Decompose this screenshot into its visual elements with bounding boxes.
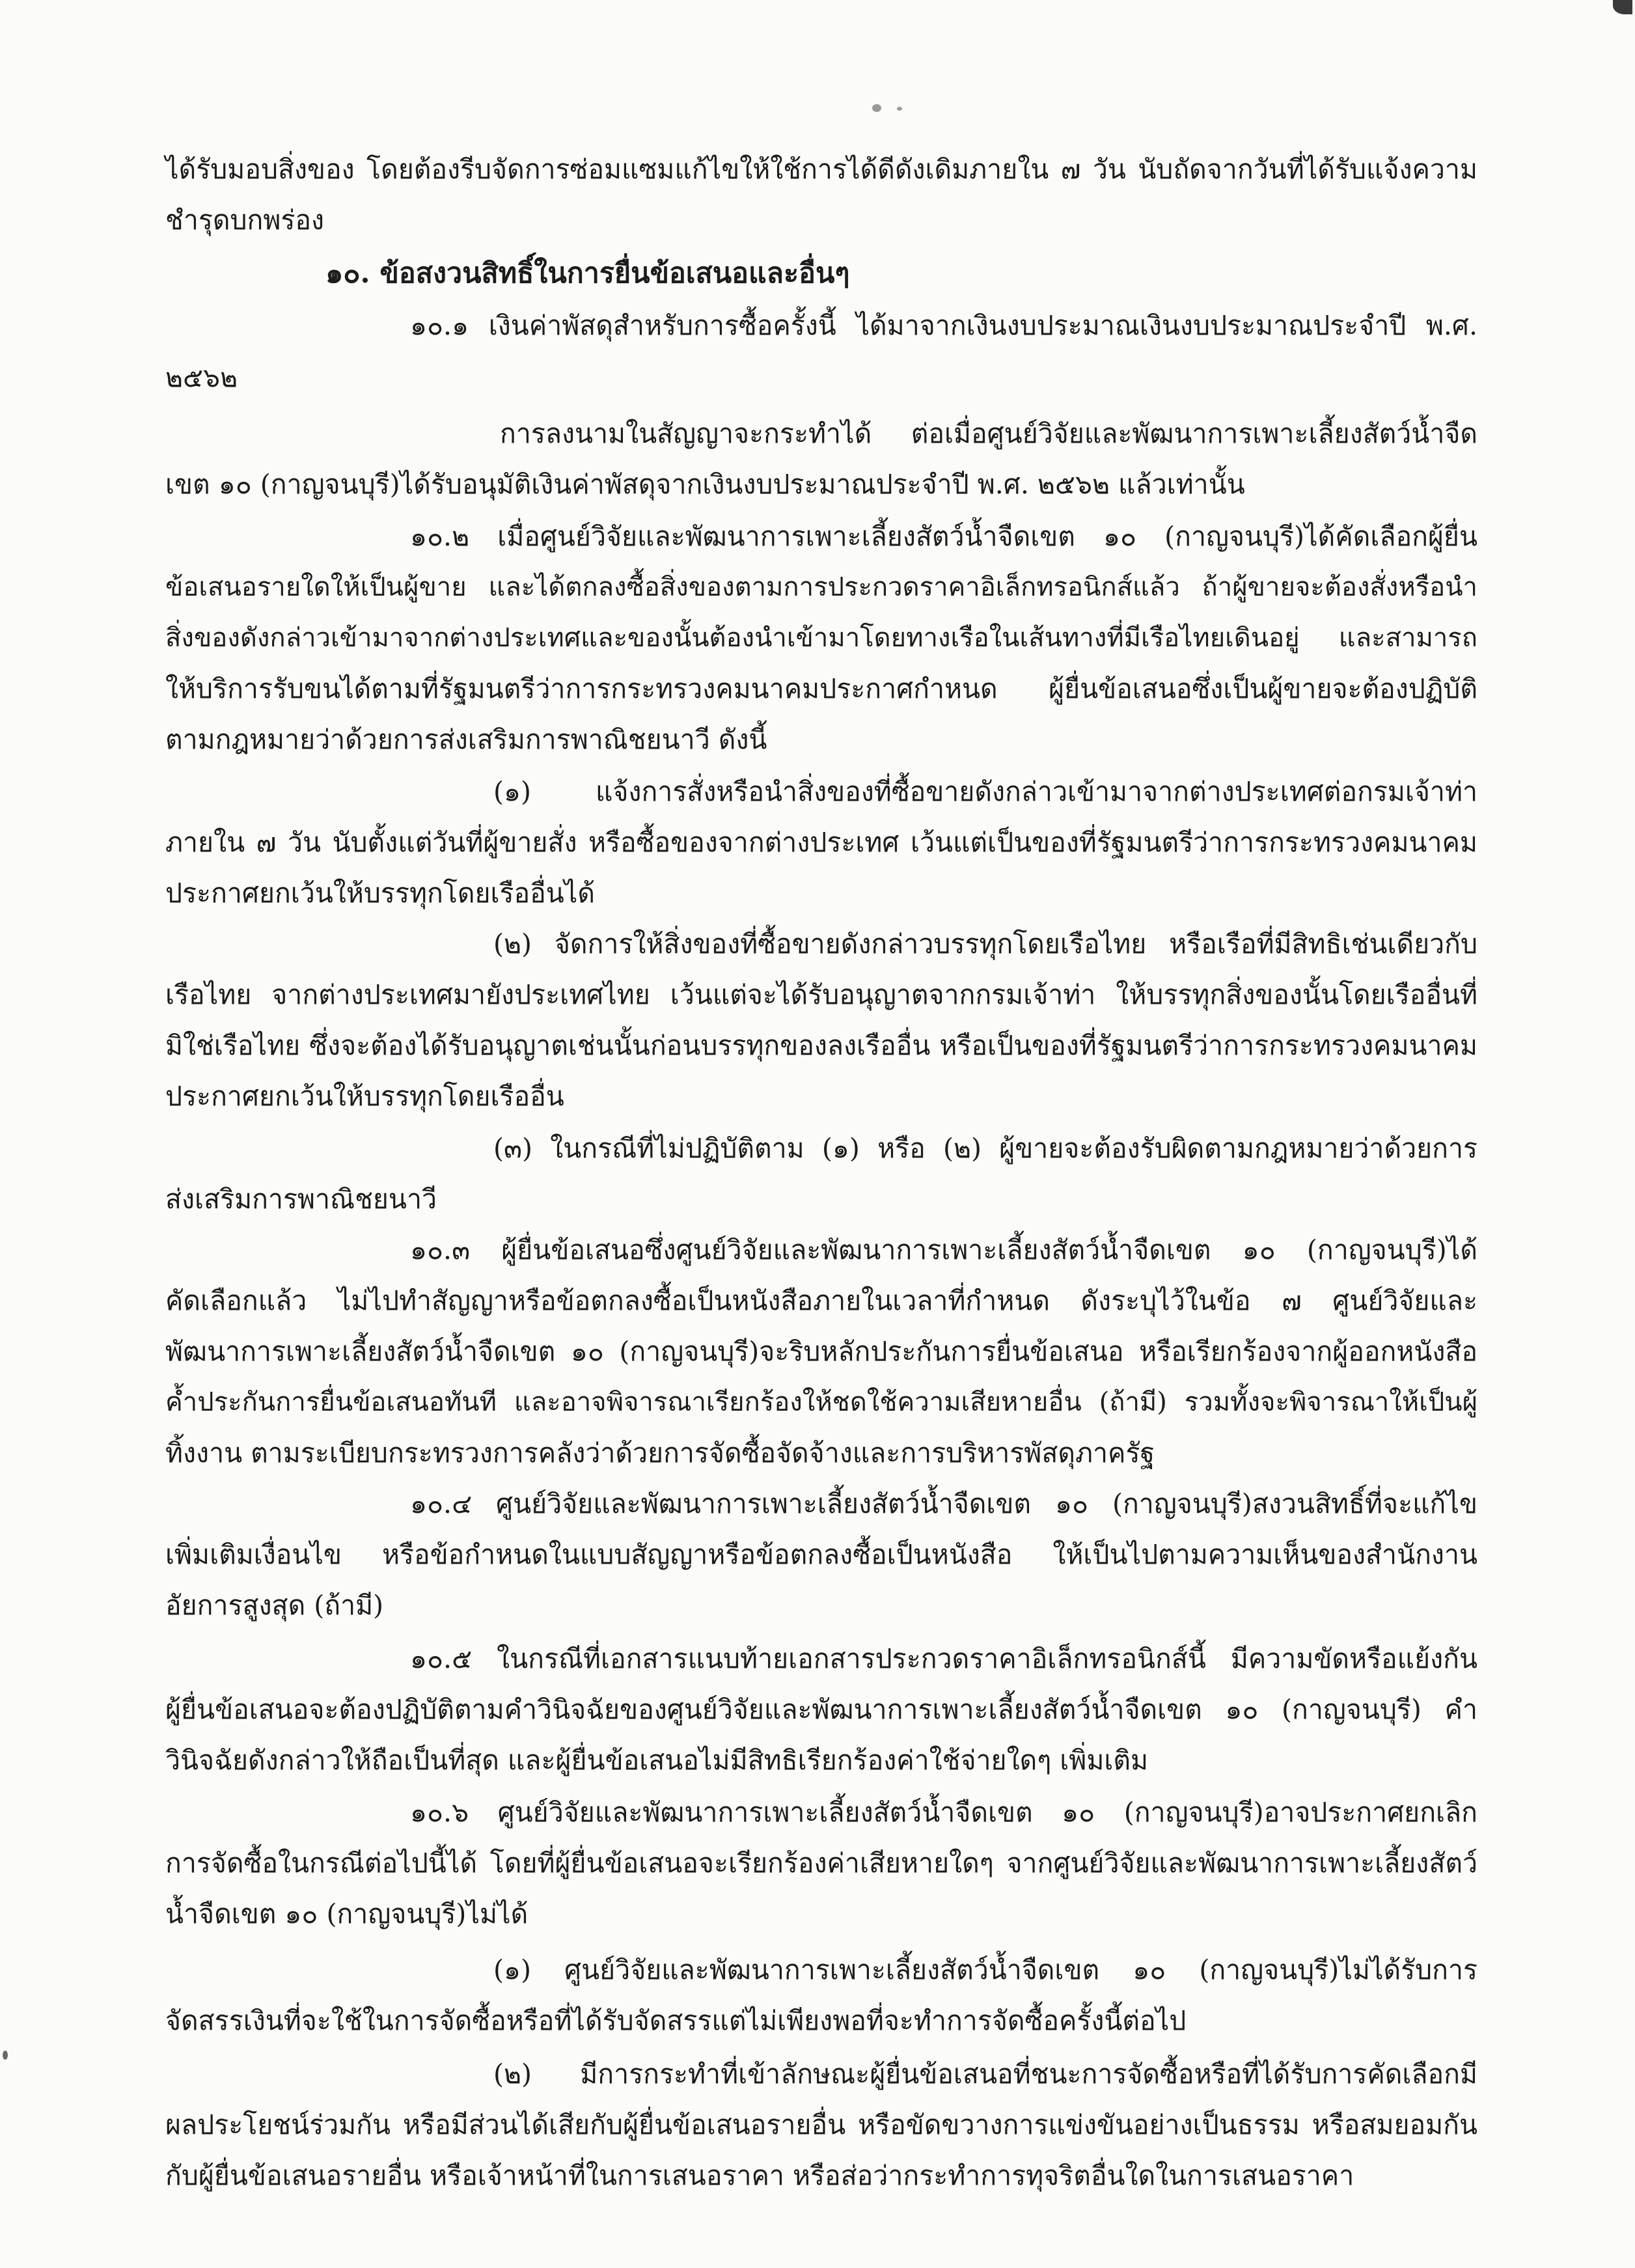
text-line: (๒) จัดการให้สิ่งของที่ซื้อขายดังกล่าวบรรทุกโดยเรือไทย หรือเรือที่มีสิทธิเช่นเดียวกับ: [493, 928, 1477, 960]
text-line: เรือไทย จากต่างประเทศมายังประเทศไทย เว้นแต่จะได้รับอนุญาตจากกรมเจ้าท่า ให้บรรทุกสิ่งของนั้นโดยเรืออื่นที่: [165, 979, 1477, 1010]
text-line: การลงนามในสัญญาจะกระทำได้ ต่อเมื่อศูนย์วิจัยและพัฒนาการเพาะเลี้ยงสัตว์น้ำจืด: [500, 418, 1477, 449]
text-line: ค้ำประกันการยื่นข้อเสนอทันที และอาจพิจารณาเรียกร้องให้ชดใช้ความเสียหายอื่น (ถ้ามี) รวมทั้งจะพิจารณาให้เป็นผู้: [165, 1387, 1477, 1417]
scan-speck: [897, 107, 902, 111]
text-line: เพิ่มเติมเงื่อนไข หรือข้อกำหนดในแบบสัญญาหรือข้อตกลงซื้อเป็นหนังสือ ให้เป็นไปตามความเห็นของสำนักงาน: [165, 1539, 1477, 1570]
text-line: น้ำจืดเขต ๑๐ (กาญจนบุรี)ไม่ได้: [165, 1898, 529, 1929]
text-line: จัดสรรเงินที่จะใช้ในการจัดซื้อหรือที่ได้รับจัดสรรแต่ไม่เพียงพอที่จะทำการจัดซื้อครั้งนี้ต่อไป: [165, 2005, 1187, 2036]
text-line: ๑๐.๓ ผู้ยื่นข้อเสนอซึ่งศูนย์วิจัยและพัฒนาการเพาะเลี้ยงสัตว์น้ำจืดเขต ๑๐ (กาญจนบุรี)ได้: [410, 1234, 1477, 1265]
text-line: วินิจฉัยดังกล่าวให้ถือเป็นที่สุด และผู้ยื่นข้อเสนอไม่มีสิทธิเรียกร้องค่าใช้จ่ายใดๆ เพิ่มเติม: [165, 1745, 1149, 1776]
text-line: ๑๐.๑ เงินค่าพัสดุสำหรับการซื้อครั้งนี้ ได้มาจากเงินงบประมาณเงินงบประมาณประจำปี พ.ศ.: [410, 310, 1477, 341]
text-line: (๑) แจ้งการสั่งหรือนำสิ่งของที่ซื้อขายดังกล่าวเข้ามาจากต่างประเทศต่อกรมเจ้าท่า: [493, 776, 1477, 807]
text-line: ภายใน ๗ วัน นับตั้งแต่วันที่ผู้ขายสั่ง หรือซื้อของจากต่างประเทศ เว้นแต่เป็นของที่รัฐมนตรีว่าการกระทรวงคมนาคม: [165, 827, 1477, 858]
text-line: กับผู้ยื่นข้อเสนอรายอื่น หรือเจ้าหน้าที่ในการเสนอราคา หรือส่อว่ากระทำการทุจริตอื่นใดในการเสนอราคา: [165, 2160, 1354, 2191]
text-line: ๑๐.๔ ศูนย์วิจัยและพัฒนาการเพาะเลี้ยงสัตว์น้ำจืดเขต ๑๐ (กาญจนบุรี)สงวนสิทธิ์ที่จะแก้ไข: [410, 1488, 1477, 1519]
text-line: (๒) มีการกระทำที่เข้าลักษณะผู้ยื่นข้อเสนอที่ชนะการจัดซื้อหรือที่ได้รับการคัดเลือกมี: [493, 2058, 1477, 2090]
text-line: ๑๐.๕ ในกรณีที่เอกสารแนบท้ายเอกสารประกวดราคาอิเล็กทรอนิกส์นี้ มีความขัดหรือแย้งกัน: [410, 1643, 1477, 1674]
text-line: คัดเลือกแล้ว ไม่ไปทำสัญญาหรือข้อตกลงซื้อเป็นหนังสือภายในเวลาที่กำหนด ดังระบุไว้ในข้อ ๗ ศูนย์วิจัยและ: [165, 1285, 1477, 1316]
text-line: ผู้ยื่นข้อเสนอจะต้องปฏิบัติตามคำวินิจฉัยของศูนย์วิจัยและพัฒนาการเพาะเลี้ยงสัตว์น้ำจืดเขต ๑๐ (กาญจนบุรี) คำ: [165, 1694, 1477, 1725]
text-line: ประกาศยกเว้นให้บรรทุกโดยเรืออื่น: [165, 1081, 564, 1112]
text-line: การจัดซื้อในกรณีต่อไปนี้ได้ โดยที่ผู้ยื่นข้อเสนอจะเรียกร้องค่าเสียหายใดๆ จากศูนย์วิจัยและพัฒนาการเพาะเลี้ยงสัตว์: [165, 1847, 1477, 1879]
document-page: [165, 145, 1477, 2247]
section-heading: ๑๐. ข้อสงวนสิทธิ์ในการยื่นข้อเสนอและอื่นๆ: [325, 257, 850, 290]
text-line: ได้รับมอบสิ่งของ โดยต้องรีบจัดการซ่อมแซมแก้ไขให้ใช้การได้ดีดังเดิมภายใน ๗ วัน นับถัดจากวันที่ได้รับแจ้งความ: [165, 154, 1477, 185]
text-line: ส่งเสริมการพาณิชยนาวี: [165, 1183, 437, 1215]
text-line: ๒๕๖๒: [165, 362, 238, 393]
text-line: สิ่งของดังกล่าวเข้ามาจากต่างประเทศและของนั้นต้องนำเข้ามาโดยทางเรือในเส้นทางที่มีเรือไทยเดินอยู่ และสามารถ: [165, 623, 1477, 653]
text-line: อัยการสูงสุด (ถ้ามี): [165, 1590, 384, 1621]
text-line: ๑๐.๒ เมื่อศูนย์วิจัยและพัฒนาการเพาะเลี้ยงสัตว์น้ำจืดเขต ๑๐ (กาญจนบุรี)ได้คัดเลือกผู้ยื่น: [410, 521, 1477, 552]
text-line: พัฒนาการเพาะเลี้ยงสัตว์น้ำจืดเขต ๑๐ (กาญจนบุรี)จะริบหลักประกันการยื่นข้อเสนอ หรือเรียกร้องจากผู้ออกหนังสือ: [165, 1336, 1477, 1367]
text-line: ข้อเสนอรายใดให้เป็นผู้ขาย และได้ตกลงซื้อสิ่งของตามการประกวดราคาอิเล็กทรอนิกส์แล้ว ถ้าผู้ขายจะต้องสั่งหรือนำ: [165, 572, 1477, 602]
text-line: ๑๐.๖ ศูนย์วิจัยและพัฒนาการเพาะเลี้ยงสัตว์น้ำจืดเขต ๑๐ (กาญจนบุรี)อาจประกาศยกเลิก: [410, 1797, 1477, 1828]
text-line: เขต ๑๐ (กาญจนบุรี)ได้รับอนุมัติเงินค่าพัสดุจากเงินงบประมาณประจำปี พ.ศ. ๒๕๖๒ แล้วเท่านั้น: [165, 469, 1245, 500]
scan-speck: [3, 2051, 8, 2060]
scan-speck: [872, 104, 881, 112]
text-line: ตามกฎหมายว่าด้วยการส่งเสริมการพาณิชยนาวี ดังนี้: [165, 724, 767, 755]
text-line: ชำรุดบกพร่อง: [165, 204, 325, 236]
text-line: (๓) ในกรณีที่ไม่ปฏิบัติตาม (๑) หรือ (๒) ผู้ขายจะต้องรับผิดตามกฎหมายว่าด้วยการ: [493, 1133, 1477, 1164]
text-line: มิใช่เรือไทย ซึ่งจะต้องได้รับอนุญาตเช่นนั้นก่อนบรรทุกของลงเรืออื่น หรือเป็นของที่รัฐมนตรีว่าการกระทรวงคมนาคม: [165, 1030, 1477, 1061]
text-line: ให้บริการรับขนได้ตามที่รัฐมนตรีว่าการกระทรวงคมนาคมประกาศกำหนด ผู้ยื่นข้อเสนอซึ่งเป็นผู้ขายจะต้องปฏิบัติ: [165, 673, 1477, 704]
text-line: ทิ้งงาน ตามระเบียบกระทรวงการคลังว่าด้วยการจัดซื้อจัดจ้างและการบริหารพัสดุภาครัฐ: [165, 1437, 1155, 1469]
scan-speck: [1613, 0, 1632, 14]
text-line: (๑) ศูนย์วิจัยและพัฒนาการเพาะเลี้ยงสัตว์น้ำจืดเขต ๑๐ (กาญจนบุรี)ไม่ได้รับการ: [493, 1954, 1477, 1985]
text-line: ผลประโยชน์ร่วมกัน หรือมีส่วนได้เสียกับผู้ยื่นข้อเสนอรายอื่น หรือขัดขวางการแข่งขันอย่างเป็นธรรม หรือสมยอมกัน: [165, 2109, 1477, 2140]
text-line: ประกาศยกเว้นให้บรรทุกโดยเรืออื่นได้: [165, 878, 596, 909]
